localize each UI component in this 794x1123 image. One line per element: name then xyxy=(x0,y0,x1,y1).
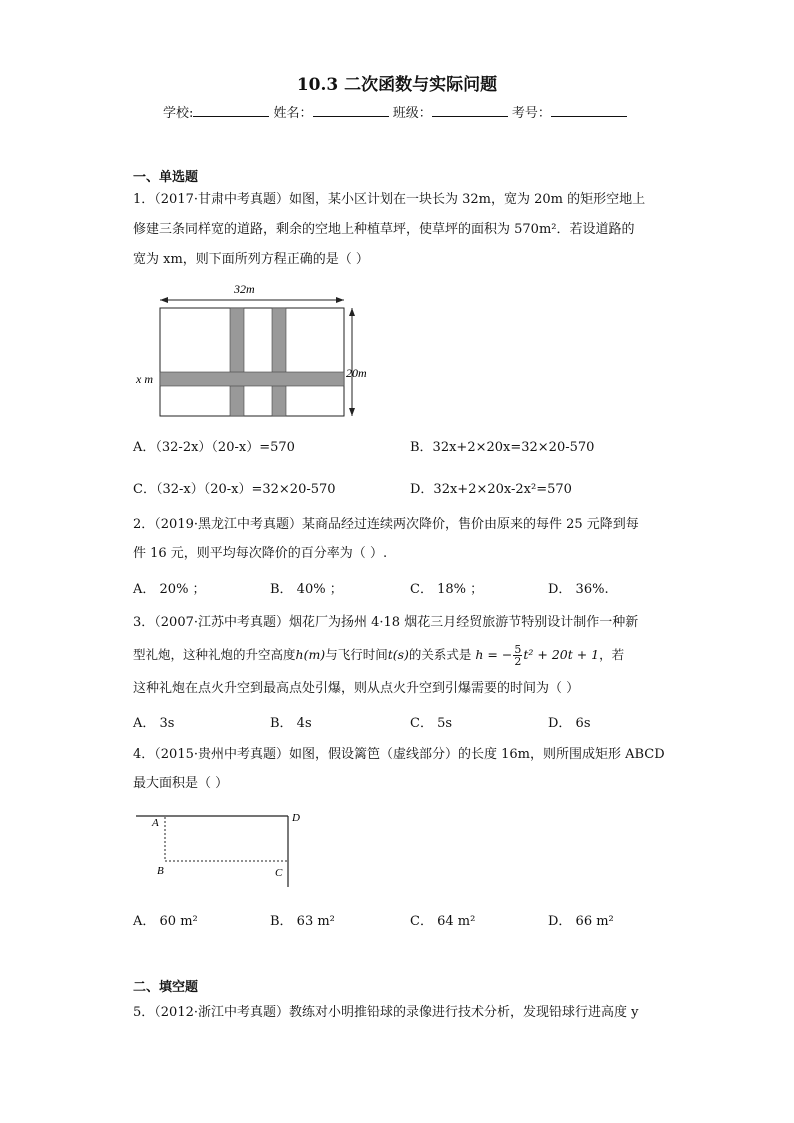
road-horizontal xyxy=(160,372,344,386)
exam-number-blank[interactable] xyxy=(551,104,627,117)
width-arrow-left xyxy=(160,297,168,303)
q4-option-b[interactable]: B． 63 m² xyxy=(270,914,335,929)
q3-option-c[interactable]: C． 5s xyxy=(410,716,453,731)
q5-line-1: 5．（2012·浙江中考真题）教练对小明推铅球的录像进行技术分析，发现铅球行进高度 y xyxy=(133,1005,639,1020)
school-label: 学校: xyxy=(163,106,194,121)
q3-option-b[interactable]: B． 4s xyxy=(270,716,312,731)
q1-option-d[interactable]: D．32x+2×20x-2x²=570 xyxy=(410,482,572,497)
q4-line-2: 最大面积是（ ） xyxy=(133,776,229,791)
q3-fraction xyxy=(513,644,522,667)
section-heading-single-choice: 一、单选题 xyxy=(133,170,199,185)
q2-option-c[interactable]: C． 18% ； xyxy=(410,582,484,597)
q3-rel: 的关系式是 xyxy=(408,647,472,662)
q3-t-s: t(s) xyxy=(387,647,409,662)
q2-option-a[interactable]: A． 20% ； xyxy=(133,582,206,597)
label-d: D xyxy=(292,812,300,824)
q1-line-3: 宽为 xm，则下面所列方程正确的是（ ） xyxy=(133,252,369,267)
q3-line-2 xyxy=(133,644,624,667)
q3-formula-lhs: h = − xyxy=(475,647,513,662)
width-arrow-right xyxy=(336,297,344,303)
section-heading-fill-in: 二、填空题 xyxy=(133,980,199,995)
q3-line-2-post: ，若 xyxy=(599,647,625,662)
height-arrow-top xyxy=(349,308,355,316)
q4-line-1: 4．（2015·贵州中考真题）如图，假设篱笆（虚线部分）的长度 16m，则所围成矩形 ABCD xyxy=(133,747,665,762)
q1-option-b[interactable]: B．32x+2×20x=32×20-570 xyxy=(410,440,595,455)
q1-option-c[interactable]: C．（32-x）（20-x）=32×20-570 xyxy=(133,482,336,497)
q2-line-1: 2．（2019·黑龙江中考真题）某商品经过连续两次降价，售价由原来的每件 25 元降到每 xyxy=(133,517,639,532)
q4-fence-figure xyxy=(130,805,310,890)
class-label: 班级： xyxy=(392,106,432,121)
q3-line-2-pre: 型礼炮，这种礼炮的升空高度 xyxy=(133,647,296,662)
label-20m: 20m xyxy=(346,366,367,380)
class-blank[interactable] xyxy=(432,104,508,117)
school-blank[interactable] xyxy=(193,104,269,117)
name-label: 姓名： xyxy=(273,106,313,121)
q4-option-c[interactable]: C． 64 m² xyxy=(410,914,476,929)
q1-line-1: 1．（2017·甘肃中考真题）如图，某小区计划在一块长为 32m，宽为 20m 的矩形空地上 xyxy=(133,192,646,207)
q3-fraction-denominator: 2 xyxy=(514,655,522,668)
q2-option-b[interactable]: B． 40% ； xyxy=(270,582,343,597)
q2-option-d[interactable]: D． 36%. xyxy=(548,582,609,597)
q3-fraction-numerator: 5 xyxy=(514,643,522,656)
label-b: B xyxy=(157,865,164,877)
q3-formula-rhs: t² + 20t + 1 xyxy=(523,647,600,662)
q2-line-2: 件 16 元，则平均每次降价的百分率为（ ）. xyxy=(133,546,388,561)
label-32m: 32m xyxy=(234,282,255,296)
student-info-line xyxy=(163,102,627,121)
q4-option-d[interactable]: D． 66 m² xyxy=(548,914,614,929)
page-title: 10.3 二次函数与实际问题 xyxy=(296,75,498,95)
label-c: C xyxy=(275,867,283,879)
height-arrow-bottom xyxy=(349,408,355,416)
q1-road-figure xyxy=(130,278,380,423)
label-xm: x m xyxy=(136,372,153,386)
name-blank[interactable] xyxy=(313,104,389,117)
exam-number-label: 考号： xyxy=(511,106,551,121)
q3-option-a[interactable]: A． 3s xyxy=(133,716,175,731)
q3-option-d[interactable]: D． 6s xyxy=(548,716,591,731)
q3-mid: 与飞行时间 xyxy=(325,647,388,662)
road-vertical-1 xyxy=(230,308,244,416)
q1-option-a[interactable]: A．（32-2x）（20-x）=570 xyxy=(133,440,295,455)
road-vertical-2 xyxy=(272,308,286,416)
q1-line-2: 修建三条同样宽的道路，剩余的空地上种植草坪，使草坪的面积为 570m²．若设道路的 xyxy=(133,222,635,237)
q3-h-m: h(m) xyxy=(295,647,326,662)
q3-line-3: 这种礼炮在点火升空到最高点处引爆，则从点火升空到引爆需要的时间为（ ） xyxy=(133,681,580,696)
q4-option-a[interactable]: A． 60 m² xyxy=(133,914,198,929)
field-rectangle xyxy=(160,308,344,416)
label-a: A xyxy=(152,817,159,829)
q3-line-1: 3．（2007·江苏中考真题）烟花厂为扬州 4·18 烟花三月经贸旅游节特别设计制作一种新 xyxy=(133,615,639,630)
